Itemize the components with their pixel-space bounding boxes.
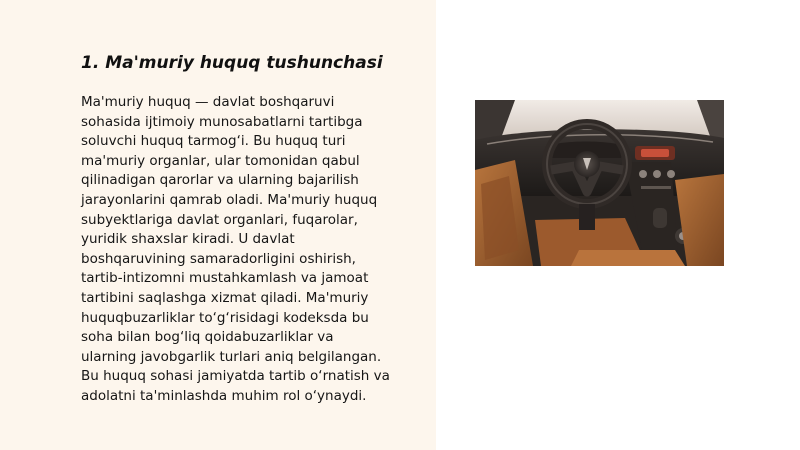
- body-line: jarayonlarini qamrab oladi. Ma'muriy huquq: [81, 191, 378, 208]
- body-line: subyektlariga davlat organlari, fuqarolar,: [81, 211, 358, 228]
- body-line: qilinadigan qarorlar va ularning bajarilish: [81, 172, 359, 189]
- body-line: tartibini saqlashga xizmat qiladi. Ma'muriy: [81, 289, 369, 306]
- body-line: ma'muriy organlar, ular tomonidan qabul: [81, 152, 360, 169]
- body-line: adolatni ta'minlashda muhim rol o‘ynaydi.: [81, 387, 367, 404]
- body-line: ularning javobgarlik turlari aniq belgilangan.: [81, 348, 382, 365]
- body-line: Bu huquq sohasi jamiyatda tartib o‘rnatish va: [81, 368, 390, 385]
- body-line: huquqbuzarliklar to‘g‘risidagi kodeksda bu: [81, 309, 369, 326]
- body-line: yuridik shaxslar kiradi. U davlat: [81, 231, 295, 248]
- body-paragraph: [81, 93, 427, 407]
- body-line: Ma'muriy huquq — davlat boshqaruvi: [81, 94, 335, 110]
- slide-title: 1. Ma'muriy huquq tushunchasi: [81, 53, 383, 73]
- car-interior-photo: [475, 100, 724, 266]
- car-interior-illustration: [475, 100, 724, 266]
- body-line: soha bilan bog‘liq qoidabuzarliklar va: [81, 329, 334, 346]
- body-line: tartib-intizomni mustahkamlash va jamoat: [81, 270, 369, 287]
- body-line: soluvchi huquq tarmog‘i. Bu huquq turi: [81, 133, 346, 150]
- body-line: sohasida ijtimoiy munosabatlarni tartibga: [81, 113, 363, 130]
- body-line: boshqaruvining samaradorligini oshirish,: [81, 250, 356, 267]
